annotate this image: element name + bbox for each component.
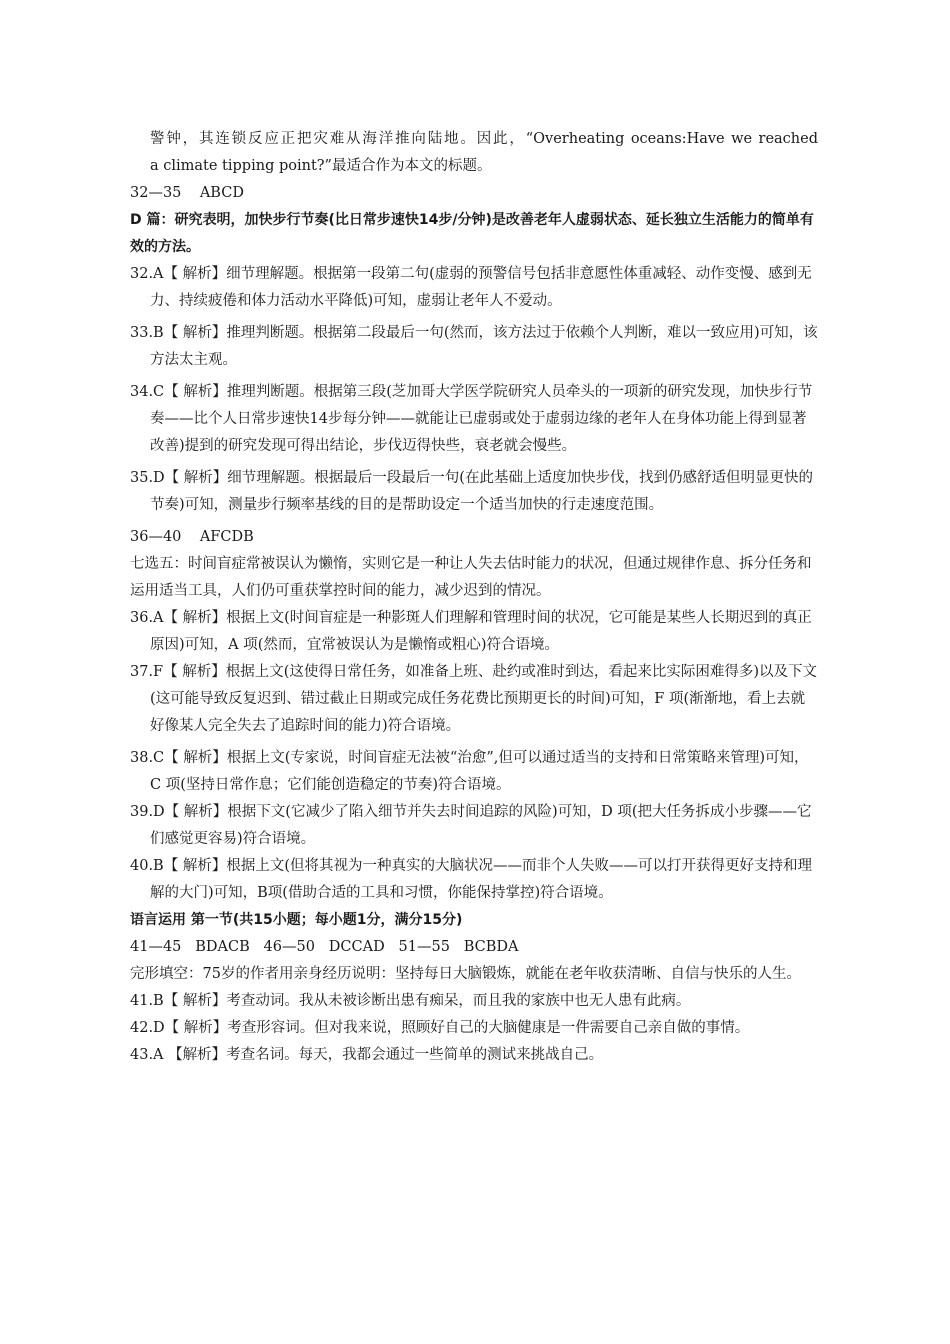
explanation-43: 43.A 【解析】考查名词。每天，我都会通过一些简单的测试来挑战自己。	[130, 1047, 604, 1063]
answer-key-32-35: 32—35 ABCD	[130, 185, 244, 201]
passage-c-conclusion	[130, 126, 818, 180]
cloze-summary: 完形填空：75岁的作者用亲身经历说明：坚持每日大脑锻炼，就能在老年收获清晰、自信与快乐的人生。	[130, 966, 801, 982]
passage-d-summary: D 篇：研究表明，加快步行节奏(比日常步速快14步/分钟)是改善老年人虚弱状态、延长独立生活能力的简单有效的方法。	[130, 212, 814, 255]
explanation-36: 36.A【 解析】根据上文(时间盲症是一种影斑人们理解和管理时间的状况，它可能是某些人长期迟到的真正原因)可知，A 项(然而，宜常被误认为是懒惰或粗心)符合语境。	[130, 610, 812, 653]
explanation-34: 34.C【 解析】推理判断题。根据第三段(芝加哥大学医学院研究人员牵头的一项新的研究发现，加快步行节奏——比个人日常步速快14步每分钟——就能让已虚弱或处于虚弱边缘的老年人在身体功能上得到显著改善)提到的研究发现可得出结论，步伐迈得快些，衰老就会慢些。	[130, 384, 813, 454]
explanation-40: 40.B【 解析】根据上文(但将其视为一种真实的大脑状况——而非个人失败——可以打开获得更好支持和理解的大门)可知，B项(借助合适的工具和习惯，你能保持掌控)符合语境。	[130, 858, 812, 901]
explanation-38: 38.C【 解析】根据上文(专家说，时间盲症无法被“治愈”,但可以通过适当的支持和日常策略来管理)可知，C 项(坚持日常作息；它们能创造稳定的节奏)符合语境。	[130, 750, 809, 793]
explanation-32: 32.A【 解析】细节理解题。根据第一段第二句(虚弱的预警信号包括非意愿性体重减轻、动作变慢、感到无力、持续疲倦和体力活动水平降低)可知，虚弱让老年人不爱动。	[130, 266, 812, 309]
explanation-33: 33.B【 解析】推理判断题。根据第二段最后一句(然而，该方法过于依赖个人判断，难以一致应用)可知，该方法太主观。	[130, 325, 818, 368]
answer-key-41-55: 41—45 BDACB 46—50 DCCAD 51—55 BCBDA	[130, 939, 519, 955]
explanation-35: 35.D【 解析】细节理解题。根据最后一段最后一句(在此基础上适度加快步伐，找到仍感舒适但明显更快的节奏)可知，测量步行频率基线的目的是帮助设定一个适当加快的行走速度范围。	[130, 470, 813, 513]
paragraph-line: a climate tipping point?”最适合作为本文的标题。	[150, 158, 492, 174]
section-heading: 语言运用 第一节(共15小题；每小题1分，满分15分)	[130, 912, 463, 928]
paragraph-line: 警钟，其连锁反应正把灾难从海洋推向陆地。因此，“Overheating oceans:Have we reached	[150, 131, 818, 147]
explanation-41: 41.B【 解析】考查动词。我从未被诊断出患有痴呆，而且我的家族中也无人患有此病。	[130, 993, 691, 1009]
explanation-42: 42.D【 解析】考查形容词。但对我来说，照顾好自己的大脑健康是一件需要自己亲自做的事情。	[130, 1020, 750, 1036]
explanation-37: 37.F【 解析】根据上文(这使得日常任务，如准备上班、赴约或准时到达，看起来比实际困难得多)以及下文(这可能导致反复迟到、错过截止日期或完成任务花费比预期更长的时间)可知，F 项(渐渐地，看上去就好像某人完全失去了追踪时间的能力)符合语境。	[130, 664, 818, 734]
seven-choose-five-summary: 七选五：时间盲症常被误认为懒惰，实则它是一种让人失去估时能力的状况，但通过规律作息、拆分任务和运用适当工具，人们仍可重获掌控时间的能力，减少迟到的情况。	[130, 556, 812, 599]
explanation-39: 39.D【 解析】根据下文(它减少了陷入细节并失去时间追踪的风险)可知，D 项(把大任务拆成小步骤——它们感觉更容易)符合语境。	[130, 804, 812, 847]
answer-explanation-page	[130, 126, 818, 1069]
answer-key-36-40: 36—40 AFCDB	[130, 529, 254, 545]
